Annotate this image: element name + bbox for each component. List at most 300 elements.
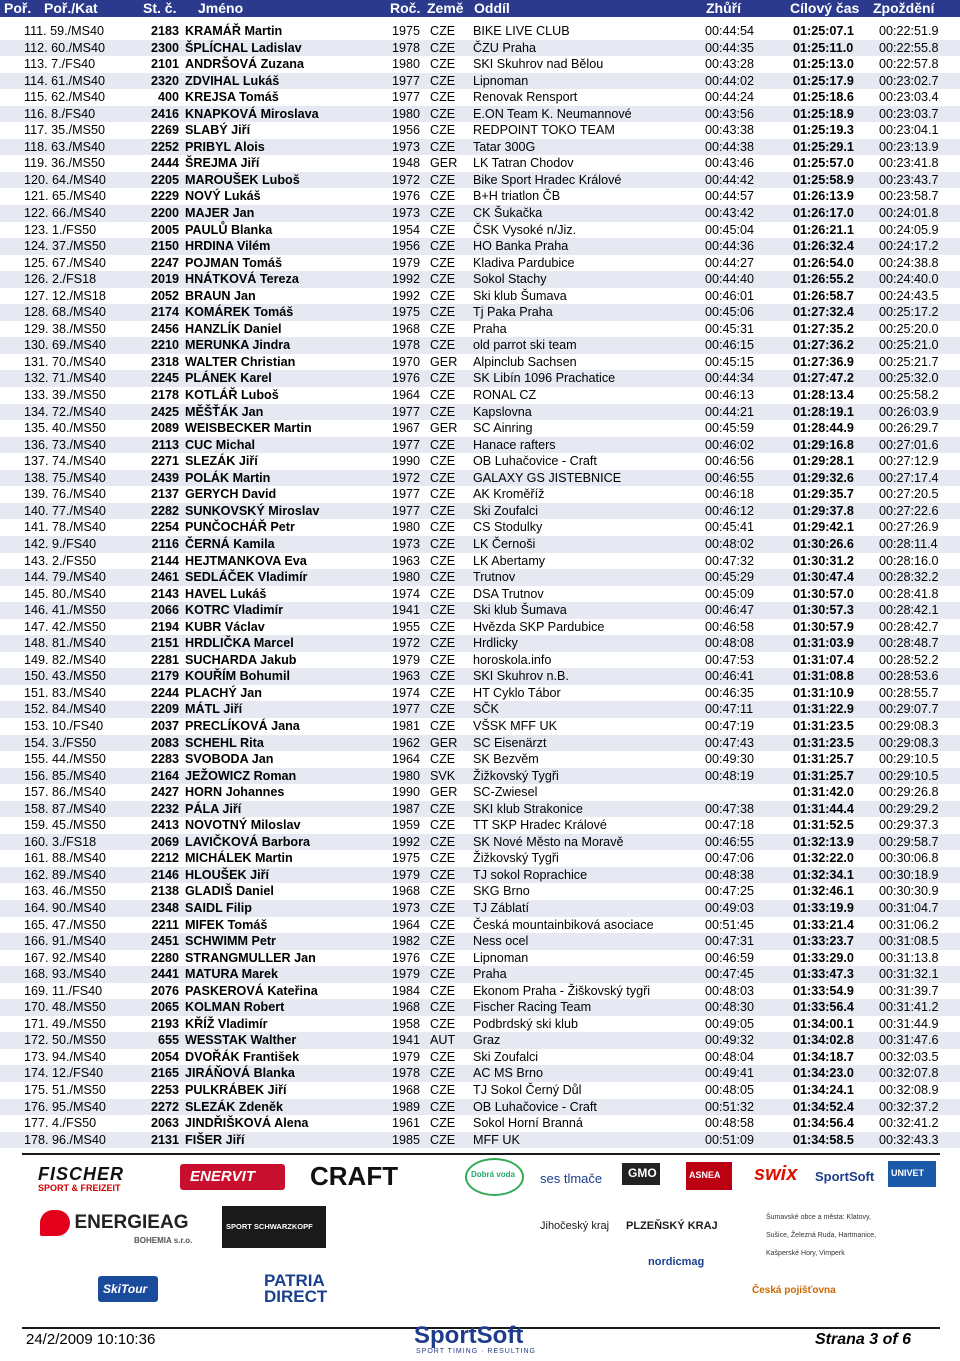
cell-pos: 137. 74./MS40 xyxy=(24,454,106,469)
cell-gap: 00:31:39.7 xyxy=(879,983,939,998)
cell-time: 01:33:23.7 xyxy=(793,934,854,949)
cell-pos: 121. 65./MS40 xyxy=(24,189,106,204)
table-row xyxy=(0,1016,960,1033)
cell-nat: CZE xyxy=(430,917,456,932)
cell-split: 00:46:55 xyxy=(705,834,755,849)
cell-nat: CZE xyxy=(430,652,456,667)
cell-split: 00:49:05 xyxy=(705,1016,755,1031)
cell-year: 1975 xyxy=(392,305,421,320)
cell-nat: CZE xyxy=(430,685,456,700)
cell-year: 1941 xyxy=(392,603,421,618)
cell-no: 2320 xyxy=(150,73,179,88)
cell-name: ČERNÁ Kamila xyxy=(185,536,275,551)
cell-no: 2425 xyxy=(150,404,179,419)
cell-year: 1984 xyxy=(392,983,421,998)
cell-gap: 00:27:17.4 xyxy=(879,470,939,485)
cell-nat: CZE xyxy=(430,106,456,121)
cell-club: MFF UK xyxy=(473,1132,520,1147)
cell-no: 2441 xyxy=(150,967,179,982)
cell-name: MAROUŠEK Luboš xyxy=(185,172,300,187)
cell-name: PASKEROVÁ Kateřina xyxy=(185,983,318,998)
sportsoft-footer-brand: SportSoft xyxy=(414,1322,524,1349)
cell-nat: CZE xyxy=(430,288,456,303)
cell-nat: CZE xyxy=(430,536,456,551)
cell-pos: 133. 39./MS50 xyxy=(24,388,106,403)
cell-gap: 00:25:21.7 xyxy=(879,354,939,369)
cell-year: 1955 xyxy=(392,619,421,634)
header-roc: Roč. xyxy=(390,0,421,16)
table-row xyxy=(0,635,960,652)
cell-time: 01:31:44.4 xyxy=(793,801,854,816)
table-row xyxy=(0,89,960,106)
cell-name: FIŠER Jiří xyxy=(185,1132,245,1147)
cell-year: 1977 xyxy=(392,90,421,105)
cell-no: 2416 xyxy=(150,106,179,121)
cell-nat: AUT xyxy=(430,1033,456,1048)
cell-gap: 00:24:40.0 xyxy=(879,272,939,287)
cell-split: 00:47:53 xyxy=(705,652,755,667)
cell-year: 1978 xyxy=(392,338,421,353)
cell-nat: CZE xyxy=(430,503,456,518)
schwarzkopf-text: SPORT SCHWARZKOPF xyxy=(226,1222,313,1231)
header-cilovy-cas: Cílový čas xyxy=(790,0,860,16)
cell-name: POJMAN Tomáš xyxy=(185,255,283,270)
table-row xyxy=(0,155,960,172)
sportsoft-footer-sub: SPORT TIMING · RESULTING xyxy=(416,1348,536,1355)
cell-no: 2253 xyxy=(150,1083,179,1097)
cell-year: 1972 xyxy=(392,172,421,187)
table-row xyxy=(0,569,960,586)
cell-time: 01:27:35.2 xyxy=(793,321,854,336)
cell-time: 01:34:52.4 xyxy=(793,1099,854,1114)
cell-no: 2194 xyxy=(150,619,179,634)
cell-club: Sokol Horní Branná xyxy=(473,1116,583,1131)
cell-no: 2063 xyxy=(150,1116,179,1131)
cell-gap: 00:30:06.8 xyxy=(879,851,939,866)
cell-pos: 136. 73./MS40 xyxy=(24,437,106,452)
cell-no: 2252 xyxy=(150,139,179,154)
cell-year: 1968 xyxy=(392,884,421,899)
cell-gap: 00:31:08.5 xyxy=(879,934,939,949)
cell-no: 2151 xyxy=(150,636,179,651)
plzensky-logo xyxy=(626,1216,718,1234)
cell-nat: CZE xyxy=(430,272,456,287)
cell-gap: 00:23:58.7 xyxy=(879,189,939,204)
cell-nat: CZE xyxy=(430,967,456,982)
cell-gap: 00:22:57.8 xyxy=(879,57,939,72)
cell-club: ČSK Vysoké n/Jiz. xyxy=(473,222,577,237)
cell-gap: 00:32:37.2 xyxy=(879,1099,939,1114)
cell-gap: 00:28:52.2 xyxy=(879,652,939,667)
cell-split: 00:46:13 xyxy=(705,388,755,403)
cell-nat: CZE xyxy=(430,404,456,419)
cell-club: SK Libín 1096 Prachatice xyxy=(473,371,616,386)
cell-year: 1977 xyxy=(392,487,421,502)
cell-club: Žižkovský Tygři xyxy=(473,851,559,866)
cell-nat: CZE xyxy=(430,718,456,733)
cell-no: 2089 xyxy=(150,421,179,436)
cell-gap: 00:22:55.8 xyxy=(879,40,939,55)
sumava-note-text: Šumavské obce a města: Klatovy, Sušice, Železná Ruda, Hartmanice, Kašperské Hory, Vimperk xyxy=(766,1214,877,1257)
cell-pos: 156. 85./MS40 xyxy=(24,768,106,783)
cell-split: 00:49:30 xyxy=(705,752,755,767)
cell-split: 00:44:36 xyxy=(705,239,755,254)
cell-pos: 173. 94./MS40 xyxy=(24,1049,106,1064)
cell-year: 1977 xyxy=(392,702,421,717)
cell-gap: 00:26:03.9 xyxy=(879,404,939,419)
cell-club: LK Černoši xyxy=(473,536,536,551)
results-table xyxy=(0,23,960,1148)
cell-split: 00:48:03 xyxy=(705,983,755,998)
cell-gap: 00:23:43.7 xyxy=(879,172,939,187)
cell-time: 01:30:31.2 xyxy=(793,553,854,568)
cell-no: 655 xyxy=(157,1033,179,1048)
cell-split: 00:43:56 xyxy=(705,106,755,121)
cell-split: 00:48:58 xyxy=(705,1116,755,1131)
cell-time: 01:31:03.9 xyxy=(793,636,854,651)
cell-year: 1956 xyxy=(392,239,421,254)
cell-year: 1977 xyxy=(392,404,421,419)
craft-logo xyxy=(310,1161,398,1192)
cell-nat: CZE xyxy=(430,586,456,601)
cell-time: 01:26:21.1 xyxy=(793,222,854,237)
cell-nat: GER xyxy=(430,735,458,750)
cell-no: 2269 xyxy=(150,123,179,138)
cell-split: 00:43:46 xyxy=(705,156,755,171)
cell-name: KOMÁREK Tomáš xyxy=(185,305,294,320)
cell-club: Tatar 300G xyxy=(473,139,536,154)
header-jmeno: Jméno xyxy=(198,0,244,16)
cell-no: 2209 xyxy=(150,702,179,717)
cell-club: Renovak Rensport xyxy=(473,90,578,105)
header-zhuri: Zhůří xyxy=(706,0,741,16)
cell-split: 00:45:29 xyxy=(705,570,755,585)
cell-nat: CZE xyxy=(430,40,456,55)
cell-pos: 119. 36./MS50 xyxy=(24,156,105,171)
table-row xyxy=(0,106,960,123)
cell-gap: 00:28:55.7 xyxy=(879,685,939,700)
cell-gap: 00:24:38.8 xyxy=(879,255,939,270)
cell-no: 2280 xyxy=(150,950,179,965)
cell-year: 1976 xyxy=(392,950,421,965)
cell-year: 1979 xyxy=(392,652,421,667)
cell-nat: GER xyxy=(430,421,458,436)
cell-club: AC MS Brno xyxy=(473,1066,543,1081)
cell-name: PAULŮ Blanka xyxy=(185,222,273,237)
table-row xyxy=(0,56,960,73)
cell-year: 1973 xyxy=(392,206,421,221)
cell-time: 01:30:57.0 xyxy=(793,586,854,601)
cell-pos: 145. 80./MS40 xyxy=(24,586,106,601)
cell-gap: 00:24:17.2 xyxy=(879,239,939,254)
cell-time: 01:27:36.2 xyxy=(793,338,854,353)
cell-no: 2427 xyxy=(150,785,179,800)
fischer-logo-text: FISCHER xyxy=(38,1164,125,1184)
cell-gap: 00:29:07.7 xyxy=(879,702,939,717)
cell-club: Hvězda SKP Pardubice xyxy=(473,619,605,634)
cell-club: VŠSK MFF UK xyxy=(473,718,557,733)
cell-split: 00:47:11 xyxy=(705,702,754,717)
cell-nat: CZE xyxy=(430,1099,456,1114)
cell-pos: 124. 37./MS50 xyxy=(24,239,106,254)
sportsoft-small-logo xyxy=(815,1168,874,1186)
cell-time: 01:26:54.0 xyxy=(793,255,854,270)
cell-nat: CZE xyxy=(430,884,456,899)
cell-year: 1982 xyxy=(392,934,421,949)
cell-nat: CZE xyxy=(430,139,456,154)
cell-pos: 163. 46./MS50 xyxy=(24,884,106,899)
table-row xyxy=(0,271,960,288)
cell-nat: CZE xyxy=(430,553,456,568)
cell-name: JINDŘIŠKOVÁ Alena xyxy=(185,1116,309,1131)
nordicmag-text: nordicmag xyxy=(648,1256,705,1268)
cell-split: 00:46:18 xyxy=(705,487,755,502)
cell-no: 2193 xyxy=(150,1016,179,1031)
cell-split: 00:43:42 xyxy=(705,206,755,221)
cell-pos: 112. 60./MS40 xyxy=(24,40,105,55)
cell-pos: 170. 48./MS50 xyxy=(24,1000,106,1015)
cell-name: KUBR Václav xyxy=(185,619,265,634)
cell-nat: CZE xyxy=(430,801,456,816)
stmacte-logo xyxy=(540,1170,602,1188)
cell-split: 00:49:32 xyxy=(705,1033,755,1048)
cell-club: B+H triatlon ČB xyxy=(473,189,561,204)
cell-year: 1968 xyxy=(392,321,421,336)
cell-nat: CZE xyxy=(430,752,456,767)
cell-name: HNÁTKOVÁ Tereza xyxy=(185,272,299,287)
cell-nat: GER xyxy=(430,785,458,800)
cell-split: 00:44:02 xyxy=(705,73,755,88)
table-row xyxy=(0,536,960,553)
cell-split: 00:43:38 xyxy=(705,123,755,138)
cell-club: AK Kroměříž xyxy=(473,487,545,502)
cell-name: NOVOTNÝ Miloslav xyxy=(185,818,301,833)
page-number: Strana 3 of 6 xyxy=(815,1331,912,1348)
cell-time: 01:34:56.4 xyxy=(793,1116,854,1131)
cell-year: 1990 xyxy=(392,454,421,469)
table-row xyxy=(0,453,960,470)
cell-year: 1964 xyxy=(392,917,421,932)
cell-nat: CZE xyxy=(430,338,456,353)
cell-year: 1954 xyxy=(392,222,421,237)
cell-pos: 151. 83./MS40 xyxy=(24,685,106,700)
cell-club: SČK xyxy=(473,702,499,717)
cell-nat: CZE xyxy=(430,206,456,221)
cell-time: 01:31:52.5 xyxy=(793,818,854,833)
cell-club: Ski Zoufalci xyxy=(473,503,539,518)
dobra-voda-logo xyxy=(465,1158,524,1196)
cell-time: 01:32:34.1 xyxy=(793,867,854,882)
cell-club: REDPOINT TOKO TEAM xyxy=(473,123,615,138)
cell-no: 2066 xyxy=(150,603,179,618)
cell-gap: 00:24:43.5 xyxy=(879,288,939,303)
cell-nat: CZE xyxy=(430,123,456,138)
cell-split: 00:45:09 xyxy=(705,586,755,601)
cell-year: 1992 xyxy=(392,834,421,849)
cell-no: 2439 xyxy=(150,470,179,485)
cell-pos: 123. 1./FS50 xyxy=(24,222,97,237)
header-zpozdeni: Zpoždění xyxy=(873,0,935,16)
cell-nat: CZE xyxy=(430,851,456,866)
cell-gap: 00:31:13.8 xyxy=(879,950,939,965)
cell-no: 2116 xyxy=(151,536,179,551)
cell-nat: CZE xyxy=(430,983,456,998)
cell-nat: CZE xyxy=(430,73,456,88)
cell-split: 00:46:15 xyxy=(705,338,755,353)
plzensky-text: PLZEŇSKÝ KRAJ xyxy=(626,1220,718,1232)
cell-gap: 00:29:08.3 xyxy=(879,718,939,733)
header-por: Poř. xyxy=(4,0,32,16)
cell-gap: 00:31:41.2 xyxy=(879,1000,939,1015)
table-row xyxy=(0,1032,960,1049)
cell-split: 00:49:41 xyxy=(705,1066,755,1081)
table-row xyxy=(0,337,960,354)
cell-time: 01:31:23.5 xyxy=(793,718,854,733)
cell-time: 01:26:13.9 xyxy=(793,189,854,204)
cell-no: 2200 xyxy=(150,206,179,221)
cell-split: 00:46:41 xyxy=(705,669,755,684)
cell-time: 01:29:16.8 xyxy=(793,437,854,452)
jihocesky-logo xyxy=(540,1216,609,1234)
cell-pos: 144. 79./MS40 xyxy=(24,570,106,585)
cell-club: Tj Paka Praha xyxy=(473,305,553,320)
table-row xyxy=(0,685,960,702)
cell-split: 00:44:34 xyxy=(705,371,755,386)
table-row xyxy=(0,23,960,40)
cell-name: SUCHARDA Jakub xyxy=(185,652,297,667)
cell-nat: CZE xyxy=(430,669,456,684)
table-row xyxy=(0,784,960,801)
cell-nat: CZE xyxy=(430,1116,456,1131)
cell-gap: 00:32:41.2 xyxy=(879,1116,939,1131)
cell-name: SEDLÁČEK Vladimír xyxy=(185,570,308,585)
cell-year: 1980 xyxy=(392,768,421,783)
cell-club: Alpinclub Sachsen xyxy=(473,354,577,369)
cell-year: 1985 xyxy=(392,1132,421,1147)
cell-gap: 00:25:20.0 xyxy=(879,321,939,336)
cell-pos: 149. 82./MS40 xyxy=(24,652,106,667)
cell-name: SVOBODA Jan xyxy=(185,752,274,767)
cell-nat: CZE xyxy=(430,867,456,882)
cell-no: 2451 xyxy=(150,934,179,949)
cell-gap: 00:23:41.8 xyxy=(879,156,939,171)
cell-pos: 138. 75./MS40 xyxy=(24,470,106,485)
stmacte-text: ses tlmače xyxy=(540,1171,603,1186)
cell-name: HRDINA Vilém xyxy=(185,239,271,254)
cell-club: SKI klub Strakonice xyxy=(473,801,583,816)
cell-gap: 00:23:02.7 xyxy=(879,73,939,88)
cell-club: DSA Trutnov xyxy=(473,586,544,601)
cell-no: 2083 xyxy=(150,735,179,750)
cell-nat: CZE xyxy=(430,1049,456,1064)
cell-pos: 114. 61./MS40 xyxy=(24,73,105,88)
cell-pos: 172. 50./MS50 xyxy=(24,1033,106,1048)
cell-no: 2245 xyxy=(150,371,179,386)
cell-year: 1977 xyxy=(392,73,421,88)
cell-time: 01:25:58.9 xyxy=(793,172,854,187)
cell-time: 01:34:58.5 xyxy=(793,1132,854,1147)
cell-gap: 00:29:10.5 xyxy=(879,752,939,767)
cell-time: 01:32:22.0 xyxy=(793,851,854,866)
cell-gap: 00:31:04.7 xyxy=(879,900,939,915)
cell-name: MĚŠŤÁK Jan xyxy=(185,404,264,419)
cell-split: 00:44:40 xyxy=(705,272,755,287)
sponsor-area xyxy=(0,1158,960,1328)
cell-name: MATURA Marek xyxy=(185,967,279,982)
cell-year: 1992 xyxy=(392,288,421,303)
cell-split: 00:47:43 xyxy=(705,735,755,750)
sportsoft-footer-logo xyxy=(410,1322,550,1358)
cell-name: PÁLA Jiří xyxy=(185,801,242,816)
table-row xyxy=(0,420,960,437)
cell-club: SKI Skuhrov n.B. xyxy=(473,669,569,684)
cell-year: 1964 xyxy=(392,752,421,767)
cell-pos: 125. 67./MS40 xyxy=(24,255,106,270)
cell-club: SK Nové Město na Moravě xyxy=(473,834,624,849)
cell-no: 2052 xyxy=(150,288,179,303)
cell-club: CK Šukačka xyxy=(473,206,543,221)
cell-name: JIRÁŇOVÁ Blanka xyxy=(185,1066,295,1081)
cell-split: 00:44:42 xyxy=(705,172,755,187)
table-row xyxy=(0,470,960,487)
table-row xyxy=(0,751,960,768)
table-row xyxy=(0,668,960,685)
cell-time: 01:30:26.6 xyxy=(793,536,854,551)
cell-year: 1987 xyxy=(392,801,421,816)
nordicmag-logo xyxy=(648,1252,704,1270)
cell-no: 2019 xyxy=(150,272,179,287)
cell-pos: 175. 51./MS50 xyxy=(24,1083,106,1097)
cell-time: 01:28:13.4 xyxy=(793,388,854,403)
cell-name: SCHEHL Rita xyxy=(185,735,264,750)
cell-gap: 00:29:58.7 xyxy=(879,834,939,849)
cell-time: 01:32:13.9 xyxy=(793,834,854,849)
cell-split: 00:48:30 xyxy=(705,1000,755,1015)
cell-pos: 135. 40./MS50 xyxy=(24,421,106,436)
table-row xyxy=(0,917,960,934)
cell-club: Hrdlicky xyxy=(473,636,518,651)
cell-year: 1972 xyxy=(392,636,421,651)
cell-nat: CZE xyxy=(430,818,456,833)
table-row xyxy=(0,122,960,139)
cell-club: Ski klub Šumava xyxy=(473,603,567,618)
cell-time: 01:29:32.6 xyxy=(793,470,854,485)
table-row xyxy=(0,718,960,735)
cell-nat: CZE xyxy=(430,1083,456,1097)
cell-pos: 174. 12./FS40 xyxy=(24,1066,104,1081)
cell-gap: 00:25:58.2 xyxy=(879,388,939,403)
cell-gap: 00:32:03.5 xyxy=(879,1049,939,1064)
cell-split: 00:48:05 xyxy=(705,1083,755,1097)
cell-year: 1963 xyxy=(392,669,421,684)
cell-year: 1989 xyxy=(392,1099,421,1114)
cell-name: PRIBYL Alois xyxy=(185,139,265,154)
cell-no: 2143 xyxy=(150,586,179,601)
cell-nat: CZE xyxy=(430,57,456,72)
cell-gap: 00:31:47.6 xyxy=(879,1033,939,1048)
cell-nat: CZE xyxy=(430,172,456,187)
cell-name: JEŽOWICZ Roman xyxy=(185,768,297,783)
cell-nat: GER xyxy=(430,156,458,171)
cell-pos: 161. 88./MS40 xyxy=(24,851,106,866)
cell-no: 2212 xyxy=(150,851,179,866)
cell-time: 01:25:11.0 xyxy=(793,40,854,55)
cell-year: 1973 xyxy=(392,139,421,154)
cell-name: KRAMÁŘ Martin xyxy=(185,24,283,38)
cell-club: HO Banka Praha xyxy=(473,239,569,254)
cell-pos: 159. 45./MS50 xyxy=(24,818,106,833)
cell-pos: 143. 2./FS50 xyxy=(24,553,97,568)
